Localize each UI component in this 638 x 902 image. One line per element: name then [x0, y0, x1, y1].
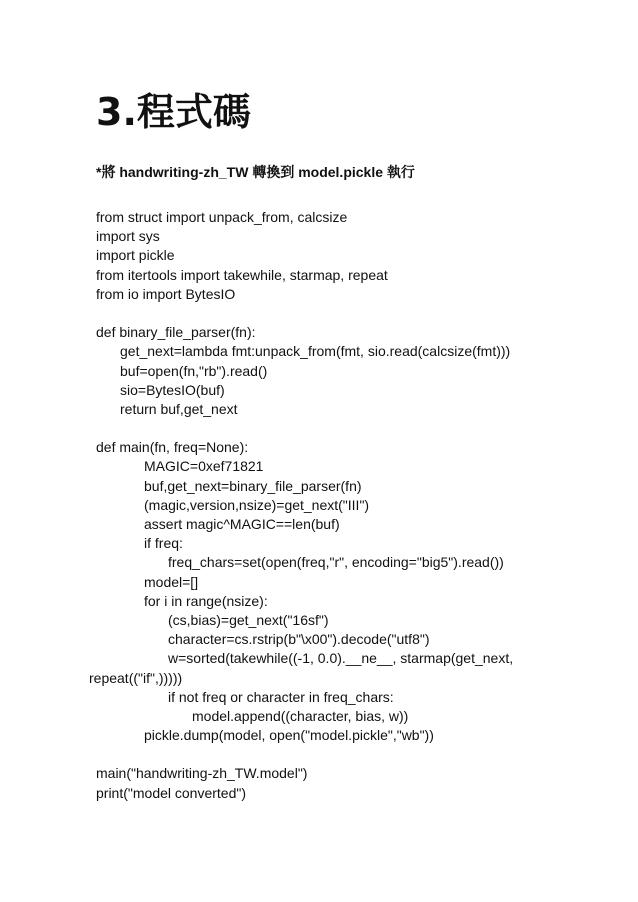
code-line-blank	[96, 419, 556, 438]
code-line: model.append((character, bias, w))	[192, 707, 409, 724]
code-line: from io import BytesIO	[96, 285, 236, 302]
code-line: assert magic^MAGIC==len(buf)	[144, 516, 340, 532]
code-line: return buf,get_next	[120, 400, 238, 417]
code-line: (magic,version,nsize)=get_next("III")	[144, 496, 370, 513]
code-line: buf=open(fn,"rb").read()	[120, 362, 268, 379]
code-line: sio=BytesIO(buf)	[120, 381, 225, 398]
code-line: w=sorted(takewhile((-1, 0.0).__ne__, starmap(get_next,	[168, 650, 514, 667]
code-line: model=[]	[144, 573, 199, 590]
code-line: from itertools import takewhile, starmap, repeat	[96, 266, 388, 283]
code-line: def binary_file_parser(fn):	[96, 324, 256, 341]
code-line: if freq:	[144, 535, 183, 552]
code-line: pickle.dump(model, open("model.pickle","wb"))	[144, 727, 434, 744]
code-line: def main(fn, freq=None):	[96, 439, 249, 456]
page-title: 3.程式碼	[96, 90, 251, 134]
code-line: main("handwriting-zh_TW.model")	[96, 765, 308, 782]
subtitle-note: *將 handwriting-zh_TW 轉換到 model.pickle 執行	[96, 164, 415, 180]
code-line: for i in range(nsize):	[144, 592, 268, 609]
code-line: if not freq or character in freq_chars:	[168, 688, 394, 705]
code-line: buf,get_next=binary_file_parser(fn)	[144, 477, 362, 494]
code-line: print("model converted")	[96, 784, 247, 801]
code-line: from struct import unpack_from, calcsize	[96, 209, 348, 225]
code-line: import pickle	[96, 247, 175, 264]
code-line: MAGIC=0xef71821	[144, 458, 264, 475]
code-line: get_next=lambda fmt:unpack_from(fmt, sio.read(calcsize(fmt)))	[120, 343, 511, 360]
code-line: repeat(("if",)))))	[89, 669, 183, 686]
code-line: (cs,bias)=get_next("16sf")	[168, 611, 329, 628]
code-line: import sys	[96, 228, 160, 245]
code-block	[89, 208, 556, 803]
code-line-blank	[96, 745, 556, 764]
code-line-blank	[96, 304, 556, 323]
code-line: freq_chars=set(open(freq,"r", encoding="big5").read())	[168, 554, 504, 571]
code-line: character=cs.rstrip(b"\x00").decode("utf8")	[168, 631, 430, 648]
